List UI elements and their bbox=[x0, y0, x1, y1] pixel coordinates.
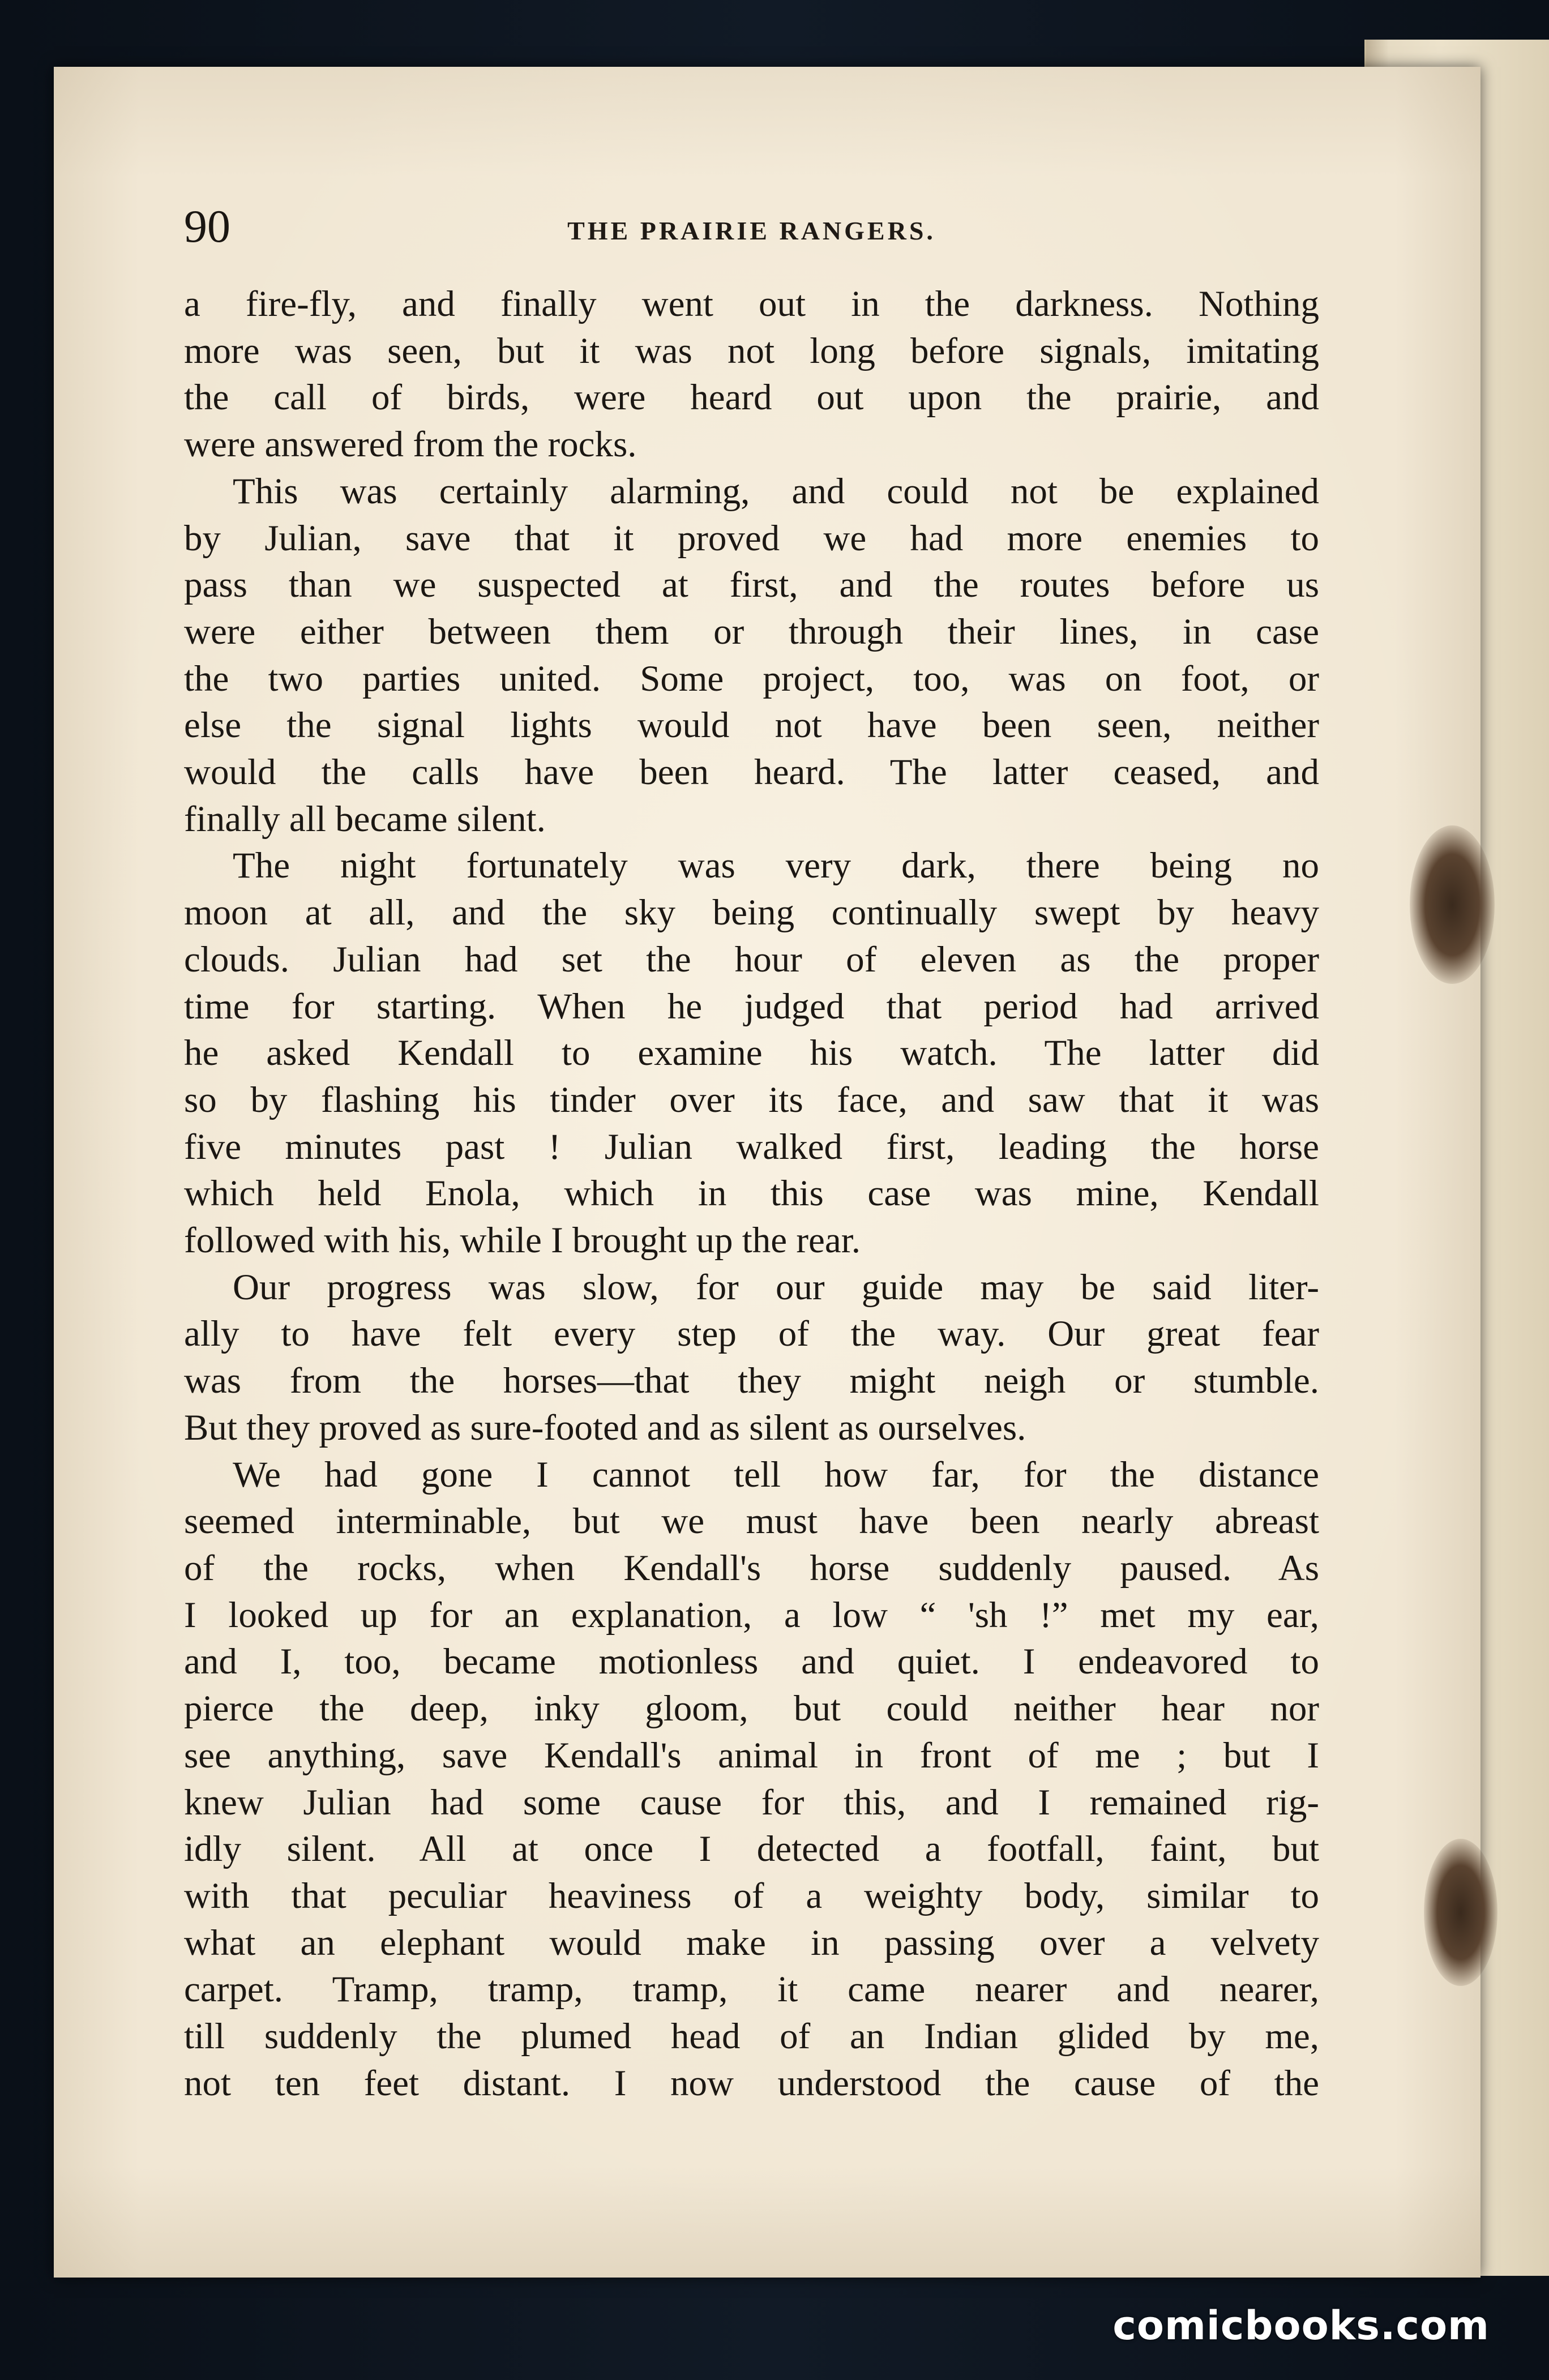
text-line: This was certainly alarming, and could not be explained bbox=[233, 470, 1319, 512]
text-line: he asked Kendall to examine his watch. The latter did bbox=[184, 1033, 1319, 1074]
text-line: pass than we suspected at first, and the routes before us bbox=[184, 564, 1319, 606]
text-line: followed with his, while I brought up the rear. bbox=[184, 1220, 861, 1261]
text-line: moon at all, and the sky being continually swept by heavy bbox=[184, 892, 1319, 934]
text-line: which held Enola, which in this case was mine, Kendall bbox=[184, 1173, 1319, 1214]
text-line: see anything, save Kendall's animal in front of me ; but I bbox=[184, 1735, 1319, 1776]
text-line: pierce the deep, inky gloom, but could neither hear nor bbox=[184, 1688, 1319, 1730]
text-line: We had gone I cannot tell how far, for the distance bbox=[233, 1454, 1319, 1495]
page-damage-stain bbox=[1410, 825, 1495, 984]
page-header bbox=[184, 198, 1319, 266]
text-line: with that peculiar heaviness of a weighty body, similar to bbox=[184, 1875, 1319, 1916]
text-line: not ten feet distant. I now understood the cause of the bbox=[184, 2062, 1319, 2104]
text-line: of the rocks, when Kendall's horse suddenly paused. As bbox=[184, 1547, 1319, 1589]
text-line: more was seen, but it was not long before signals, imitating bbox=[184, 330, 1319, 371]
text-line: seemed interminable, but we must have been nearly abreast bbox=[184, 1501, 1319, 1542]
text-line: the two parties united. Some project, too, was on foot, or bbox=[184, 658, 1319, 699]
text-line: would the calls have been heard. The latter ceased, and bbox=[184, 752, 1319, 793]
text-line: idly silent. All at once I detected a footfall, faint, but bbox=[184, 1829, 1319, 1870]
text-line: ally to have felt every step of the way. Our great fear bbox=[184, 1313, 1319, 1355]
text-line: were answered from the rocks. bbox=[184, 424, 637, 465]
text-line: till suddenly the plumed head of an Indian glided by me, bbox=[184, 2016, 1319, 2057]
book-page bbox=[54, 67, 1480, 2278]
text-line: finally all became silent. bbox=[184, 798, 546, 840]
text-line: But they proved as sure-footed and as silent as ourselves. bbox=[184, 1407, 1026, 1448]
text-line: carpet. Tramp, tramp, tramp, it came nearer and nearer, bbox=[184, 1969, 1319, 2010]
text-line: what an elephant would make in passing over a velvety bbox=[184, 1922, 1319, 1963]
text-line: a fire-fly, and finally went out in the darkness. Nothing bbox=[184, 284, 1319, 324]
text-line: else the signal lights would not have been seen, neither bbox=[184, 705, 1319, 746]
text-line: by Julian, save that it proved we had more enemies to bbox=[184, 517, 1319, 559]
text-line: so by flashing his tinder over its face, and saw that it was bbox=[184, 1079, 1319, 1120]
body-text bbox=[184, 281, 1319, 2107]
text-line: clouds. Julian had set the hour of eleven as the proper bbox=[184, 939, 1319, 980]
page-number: 90 bbox=[184, 200, 230, 252]
text-line: the call of birds, were heard out upon the prairie, and bbox=[184, 377, 1319, 418]
text-line: time for starting. When he judged that period had arrived bbox=[184, 986, 1319, 1027]
text-line: I looked up for an explanation, a low “ 'sh !” met my ear, bbox=[184, 1594, 1319, 1636]
text-line: five minutes past ! Julian walked first, leading the horse bbox=[184, 1126, 1319, 1167]
text-line: was from the horses—that they might neigh or stumble. bbox=[184, 1360, 1319, 1402]
running-head: THE PRAIRIE RANGERS. bbox=[567, 216, 936, 245]
text-line: were either between them or through their lines, in case bbox=[184, 611, 1319, 652]
text-line: and I, too, became motionless and quiet. I endeavored to bbox=[184, 1641, 1319, 1683]
watermark: comicbooks.com bbox=[1112, 2302, 1490, 2349]
text-line: The night fortunately was very dark, there being no bbox=[233, 845, 1319, 887]
text-line: Our progress was slow, for our guide may be said liter- bbox=[233, 1266, 1319, 1308]
text-line: knew Julian had some cause for this, and I remained rig- bbox=[184, 1782, 1319, 1823]
page-damage-stain bbox=[1424, 1839, 1497, 1986]
